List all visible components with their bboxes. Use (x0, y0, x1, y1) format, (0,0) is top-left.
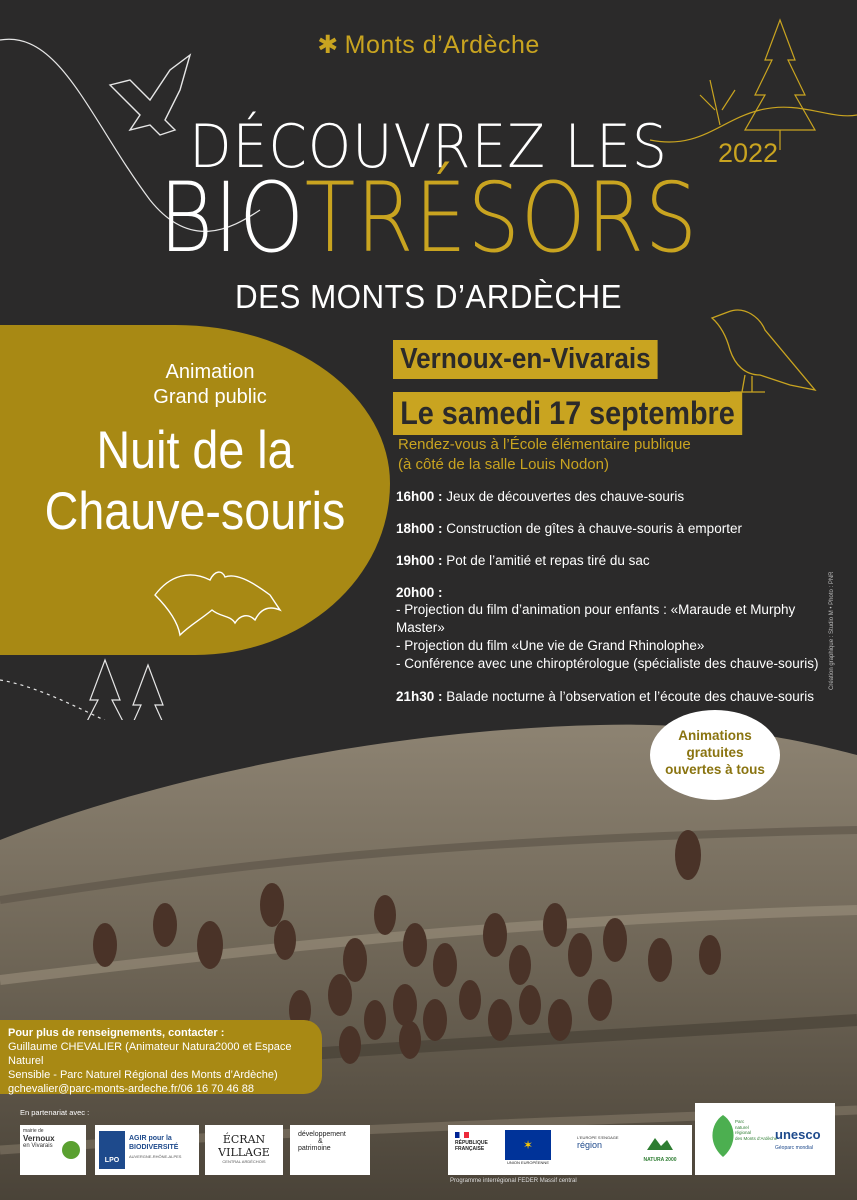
ecran-line-2: VILLAGE (218, 1146, 270, 1159)
contact-email-phone: gchevalier@parc-monts-ardeche.fr/06 16 70 46 88 (8, 1083, 254, 1095)
region-line-2: région (577, 1140, 603, 1150)
unesco-label: unesco (775, 1127, 821, 1142)
brand-logo (0, 30, 857, 60)
event-name (37, 420, 354, 542)
program-text: Construction de gîtes à chauve-souris à emporter (446, 521, 742, 536)
event-name-line-2: Chauve-souris (44, 482, 346, 541)
eu-caption: UNION EUROPÉENNE (506, 1160, 549, 1165)
pine-tree-icon (80, 660, 173, 720)
parc-line-3: régional (735, 1130, 752, 1135)
ecran-village-logo (205, 1125, 283, 1175)
meeting-point-line-1: Rendez-vous à l’École élémentaire publique (398, 436, 691, 453)
ecran-line-3: CENTRAL ARDÉCHOIS (222, 1159, 266, 1164)
title-line-3: DES MONTS D’ARDÈCHE (234, 278, 623, 315)
contact-heading: Pour plus de renseignements, contacter : (8, 1027, 225, 1039)
brand-name: Monts d’Ardèche (344, 31, 540, 59)
program-subitem: - Projection du film «Une vie de Grand Rhinolophe» (396, 638, 705, 653)
free-badge-line-1: Animations (678, 728, 752, 743)
animation-line-2: Grand public (153, 386, 267, 408)
parc-line-1: Parc (735, 1119, 745, 1124)
animation-line-1: Animation (165, 361, 255, 383)
program-subitem: - Projection du film d’animation pour enfants : «Maraude et Murphy Master» (396, 602, 796, 635)
republique-line-1: RÉPUBLIQUE (455, 1140, 488, 1146)
free-badge (650, 710, 780, 800)
contact-line: Sensible - Parc Naturel Régional des Monts d’Ardèche) (8, 1069, 278, 1081)
natura-icon (645, 1132, 675, 1152)
vernoux-logo-name: Vernoux (23, 1134, 55, 1143)
agir-line-3: AUVERGNE-RHÔNE-ALPES (129, 1154, 182, 1159)
program-item (396, 584, 836, 673)
vernoux-logo-sub: en Vivarais (23, 1143, 53, 1149)
leaf-icon (60, 1139, 82, 1161)
animation-label (60, 360, 360, 410)
parc-line-2: naturel (735, 1124, 749, 1130)
developpement-patrimoine-logo (290, 1125, 370, 1175)
lpo-agir-logo (95, 1125, 199, 1175)
title-biotresors (60, 162, 797, 274)
free-badge-line-2: gratuites (686, 745, 744, 760)
perched-bird-icon (712, 310, 815, 392)
program-item (396, 552, 836, 569)
title-line-1: DÉCOUVREZ LES (189, 112, 668, 182)
brand-star-icon: ✱ (317, 31, 339, 59)
event-place: Vernoux-en-Vivarais (393, 340, 658, 379)
agir-line-2: BIODIVERSITÉ (129, 1144, 179, 1151)
contact-line: Guillaume CHEVALIER (Animateur Natura2000 et Espace Naturel (8, 1041, 292, 1067)
region-logo (557, 1135, 629, 1167)
parc-line-4: des Monts d’Ardèche (735, 1135, 778, 1141)
region-line-1: L’EUROPE S’ENGAGE (577, 1135, 619, 1140)
agir-line-1: AGIR pour la (129, 1135, 172, 1142)
vernoux-logo (20, 1125, 86, 1175)
program-time: 19h00 : (396, 553, 443, 568)
natura-label: NATURA 2000 (643, 1157, 677, 1163)
ecran-line-1: ÉCRAN (222, 1133, 266, 1146)
program-subitem: - Conférence avec une chiroptérologue (spécialiste des chauve-souris) (396, 656, 819, 671)
program-text: Jeux de découvertes des chauve-souris (446, 489, 685, 504)
republique-francaise-logo (455, 1132, 499, 1168)
parc-unesco-box (695, 1103, 835, 1175)
program-text: Pot de l’amitié et repas tiré du sac (446, 553, 650, 568)
meeting-point (398, 435, 691, 475)
photo-credit: Création graphique : Studio M • Photo : PNR (829, 571, 835, 690)
dev-line-1: développement (298, 1131, 346, 1138)
contact-box (0, 1020, 322, 1094)
program-time: 18h00 : (396, 521, 443, 536)
partners-label: En partenariat avec : (20, 1108, 90, 1117)
free-badge-line-3: ouvertes à tous (665, 762, 765, 777)
republique-line-2: FRANÇAISE (455, 1146, 485, 1152)
event-name-line-1: Nuit de la (96, 421, 294, 480)
event-date: Le samedi 17 septembre (393, 392, 742, 435)
program-text: Balade nocturne à l’observation et l’écoute des chauve-souris (446, 689, 815, 704)
program-list (396, 488, 836, 720)
dev-line-2: & (318, 1138, 323, 1145)
eu-flag-logo (505, 1130, 551, 1170)
vernoux-logo-small: mairie de (23, 1128, 44, 1134)
title-bio: BIO (158, 162, 305, 274)
program-time: 21h30 : (396, 689, 443, 704)
program-item (396, 488, 836, 505)
natura2000-logo (635, 1132, 685, 1170)
program-time: 16h00 : (396, 489, 443, 504)
bat-icon (150, 565, 285, 640)
program-item (396, 520, 836, 537)
unesco-sub: Géoparc mondial (775, 1145, 814, 1151)
title-tresors: TRÉSORS (304, 162, 699, 274)
meeting-point-line-2: (à côté de la salle Louis Nodon) (398, 456, 609, 473)
program-item (396, 688, 836, 705)
eu-stars-icon: ✶ (505, 1130, 551, 1160)
feder-caption: Programme interrégional FEDER Massif central (450, 1178, 577, 1184)
year-label: 2022 (718, 138, 779, 168)
program-time: 20h00 : (396, 585, 443, 600)
lpo-logo: LPO (99, 1131, 125, 1169)
dev-line-3: patrimoine (298, 1145, 331, 1152)
